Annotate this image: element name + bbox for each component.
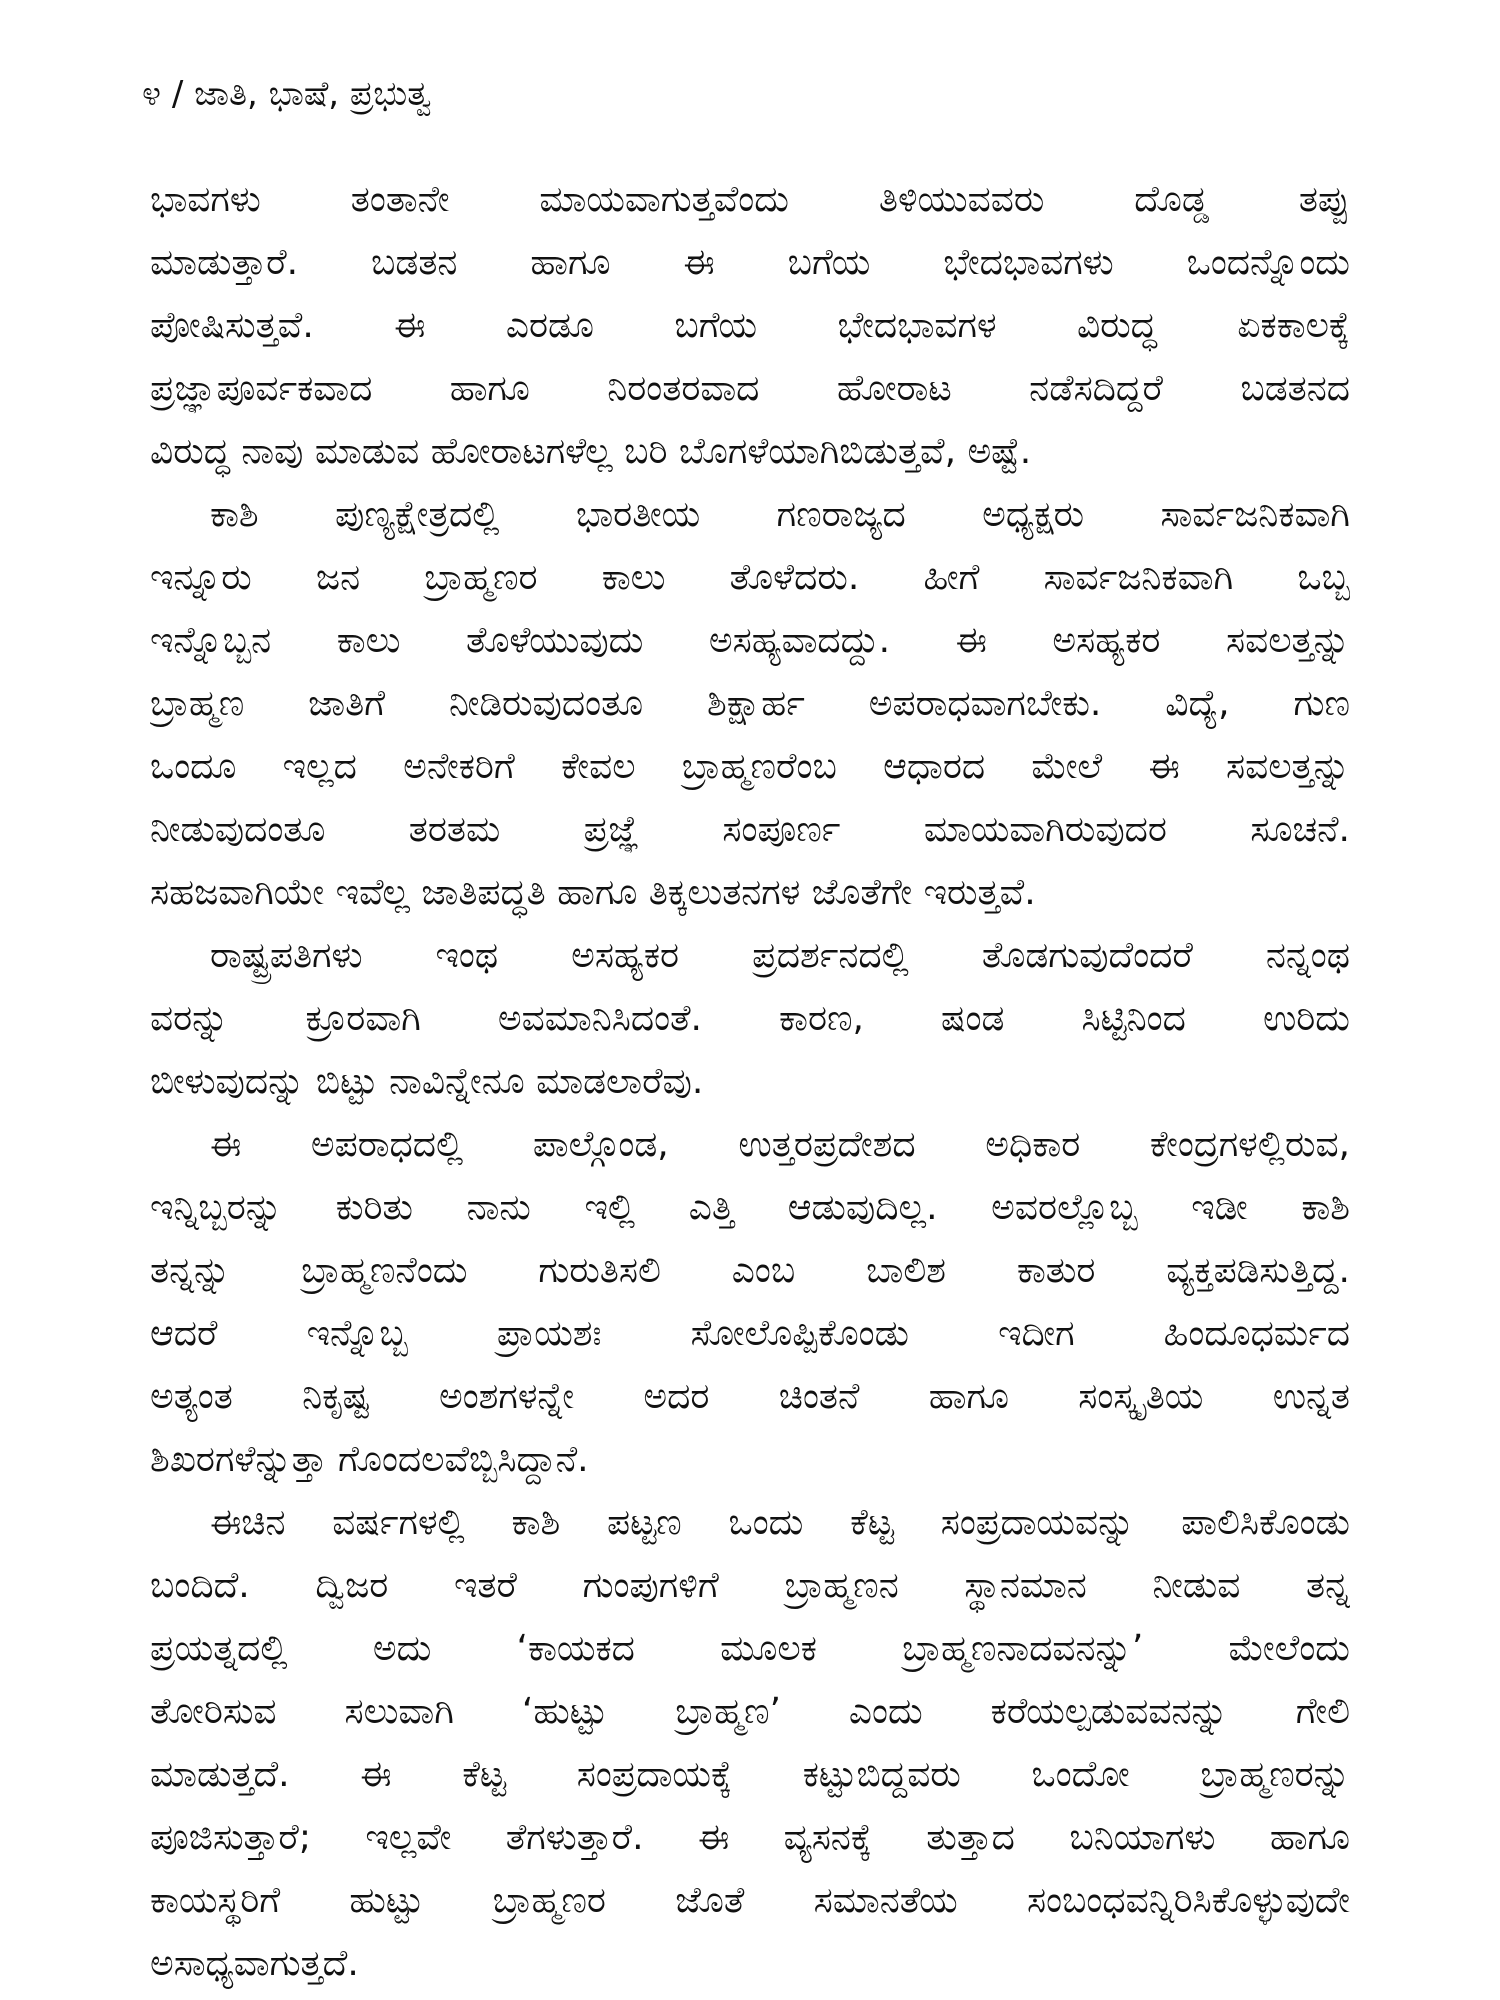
- text-line: ನೀಡುವುದಂತೂ ತರತಮ ಪ್ರಜ್ಞೆ ಸಂಪೂರ್ಣ ಮಾಯವಾಗಿರುವುದರ ಸೂಚನೆ.: [150, 809, 1350, 850]
- text-line: ಇನ್ನೊಬ್ಬನ ಕಾಲು ತೊಳೆಯುವುದು ಅಸಹ್ಯವಾದದ್ದು. ಈ ಅಸಹ್ಯಕರ ಸವಲತ್ತನ್ನು: [150, 620, 1350, 661]
- text-line: ಪೂಜಿಸುತ್ತಾರೆ; ಇಲ್ಲವೇ ತೆಗಳುತ್ತಾರೆ. ಈ ವ್ಯಸನಕ್ಕೆ ತುತ್ತಾದ ಬನಿಯಾಗಳು ಹಾಗೂ: [150, 1817, 1350, 1858]
- body-text: [150, 168, 1350, 1995]
- text-line: ವಿರುದ್ಧ ನಾವು ಮಾಡುವ ಹೋರಾಟಗಳೆಲ್ಲ ಬರಿ ಬೊಗಳೆಯಾಗಿಬಿಡುತ್ತವೆ, ಅಷ್ಟೆ.: [150, 431, 1032, 472]
- text-line: ಈಚಿನ ವರ್ಷಗಳಲ್ಲಿ ಕಾಶಿ ಪಟ್ಟಣ ಒಂದು ಕೆಟ್ಟ ಸಂಪ್ರದಾಯವನ್ನು ಪಾಲಿಸಿಕೊಂಡು: [210, 1502, 1350, 1543]
- running-head: ೪ / ಜಾತಿ, ಭಾಷೆ, ಪ್ರಭುತ್ವ: [142, 74, 432, 114]
- text-line: ಬಂದಿದೆ. ದ್ವಿಜರ ಇತರೆ ಗುಂಪುಗಳಿಗೆ ಬ್ರಾಹ್ಮಣನ ಸ್ಥಾನಮಾನ ನೀಡುವ ತನ್ನ: [150, 1565, 1350, 1606]
- text-line: ಇನ್ನಿಬ್ಬರನ್ನು ಕುರಿತು ನಾನು ಇಲ್ಲಿ ಎತ್ತಿ ಆಡುವುದಿಲ್ಲ. ಅವರಲ್ಲೊಬ್ಬ ಇಡೀ ಕಾಶಿ: [150, 1187, 1350, 1228]
- paragraph: [150, 483, 1350, 924]
- text-line: ಪ್ರಯತ್ನದಲ್ಲಿ ಅದು ‘ಕಾಯಕದ ಮೂಲಕ ಬ್ರಾಹ್ಮಣನಾದವನನ್ನು’ ಮೇಲೆಂದು: [150, 1628, 1350, 1669]
- text-line: ಮಾಡುತ್ತದೆ. ಈ ಕೆಟ್ಟ ಸಂಪ್ರದಾಯಕ್ಕೆ ಕಟ್ಟುಬಿದ್ದವರು ಒಂದೋ ಬ್ರಾಹ್ಮಣರನ್ನು: [150, 1754, 1350, 1795]
- text-line: ಅತ್ಯಂತ ನಿಕೃಷ್ಟ ಅಂಶಗಳನ್ನೇ ಅದರ ಚಿಂತನೆ ಹಾಗೂ ಸಂಸ್ಕೃತಿಯ ಉನ್ನತ: [150, 1376, 1350, 1417]
- paragraph: [150, 168, 1350, 483]
- text-line: ಪ್ರಜ್ಞಾಪೂರ್ವಕವಾದ ಹಾಗೂ ನಿರಂತರವಾದ ಹೋರಾಟ ನಡೆಸದಿದ್ದರೆ ಬಡತನದ: [150, 368, 1350, 409]
- text-line: ಅಸಾಧ್ಯವಾಗುತ್ತದೆ.: [150, 1943, 359, 1984]
- text-line: ಇನ್ನೂರು ಜನ ಬ್ರಾಹ್ಮಣರ ಕಾಲು ತೊಳೆದರು. ಹೀಗೆ ಸಾರ್ವಜನಿಕವಾಗಿ ಒಬ್ಬ: [150, 557, 1350, 598]
- text-line: ತನ್ನನ್ನು ಬ್ರಾಹ್ಮಣನೆಂದು ಗುರುತಿಸಲಿ ಎಂಬ ಬಾಲಿಶ ಕಾತುರ ವ್ಯಕ್ತಪಡಿಸುತ್ತಿದ್ದ.: [150, 1250, 1350, 1291]
- text-line: ಶಿಖರಗಳೆನ್ನುತ್ತಾ ಗೊಂದಲವೆಬ್ಬಿಸಿದ್ದಾನೆ.: [150, 1439, 589, 1480]
- text-line: ಕಾಯಸ್ಥರಿಗೆ ಹುಟ್ಟು ಬ್ರಾಹ್ಮಣರ ಜೊತೆ ಸಮಾನತೆಯ ಸಂಬಂಧವನ್ನಿರಿಸಿಕೊಳ್ಳುವುದೇ: [150, 1880, 1350, 1921]
- text-line: ಬೀಳುವುದನ್ನು ಬಿಟ್ಟು ನಾವಿನ್ನೇನೂ ಮಾಡಲಾರೆವು.: [150, 1061, 704, 1102]
- text-line: ಪೋಷಿಸುತ್ತವೆ. ಈ ಎರಡೂ ಬಗೆಯ ಭೇದಭಾವಗಳ ವಿರುದ್ಧ ಏಕಕಾಲಕ್ಕೆ: [150, 305, 1350, 346]
- text-line: ವರನ್ನು ಕ್ರೂರವಾಗಿ ಅವಮಾನಿಸಿದಂತೆ. ಕಾರಣ, ಷಂಡ ಸಿಟ್ಟಿನಿಂದ ಉರಿದು: [150, 998, 1350, 1039]
- text-line: ರಾಷ್ಟ್ರಪತಿಗಳು ಇಂಥ ಅಸಹ್ಯಕರ ಪ್ರದರ್ಶನದಲ್ಲಿ ತೊಡಗುವುದೆಂದರೆ ನನ್ನಂಥ: [210, 935, 1350, 976]
- text-line: ಆದರೆ ಇನ್ನೊಬ್ಬ ಪ್ರಾಯಶಃ ಸೋಲೊಪ್ಪಿಕೊಂಡು ಇದೀಗ ಹಿಂದೂಧರ್ಮದ: [150, 1313, 1350, 1354]
- text-line: ಈ ಅಪರಾಧದಲ್ಲಿ ಪಾಲ್ಗೊಂಡ, ಉತ್ತರಪ್ರದೇಶದ ಅಧಿಕಾರ ಕೇಂದ್ರಗಳಲ್ಲಿರುವ,: [210, 1124, 1350, 1165]
- text-line: ಮಾಡುತ್ತಾರೆ. ಬಡತನ ಹಾಗೂ ಈ ಬಗೆಯ ಭೇದಭಾವಗಳು ಒಂದನ್ನೊಂದು: [150, 242, 1350, 283]
- text-line: ಬ್ರಾಹ್ಮಣ ಜಾತಿಗೆ ನೀಡಿರುವುದಂತೂ ಶಿಕ್ಷಾರ್ಹ ಅಪರಾಧವಾಗಬೇಕು. ವಿದ್ಯೆ, ಗುಣ: [150, 683, 1350, 724]
- text-line: ಸಹಜವಾಗಿಯೇ ಇವೆಲ್ಲ ಜಾತಿಪದ್ಧತಿ ಹಾಗೂ ತಿಕ್ಕಲುತನಗಳ ಜೊತೆಗೇ ಇರುತ್ತವೆ.: [150, 872, 1036, 913]
- paragraph: [150, 1113, 1350, 1491]
- text-line: ತೋರಿಸುವ ಸಲುವಾಗಿ ‘ಹುಟ್ಟು ಬ್ರಾಹ್ಮಣ’ ಎಂದು ಕರೆಯಲ್ಪಡುವವನನ್ನು ಗೇಲಿ: [150, 1691, 1350, 1732]
- text-line: ಕಾಶಿ ಪುಣ್ಯಕ್ಷೇತ್ರದಲ್ಲಿ ಭಾರತೀಯ ಗಣರಾಜ್ಯದ ಅಧ್ಯಕ್ಷರು ಸಾರ್ವಜನಿಕವಾಗಿ: [210, 494, 1350, 535]
- text-line: ಒಂದೂ ಇಲ್ಲದ ಅನೇಕರಿಗೆ ಕೇವಲ ಬ್ರಾಹ್ಮಣರೆಂಬ ಆಧಾರದ ಮೇಲೆ ಈ ಸವಲತ್ತನ್ನು: [150, 746, 1350, 787]
- paragraph: [150, 924, 1350, 1113]
- text-line: ಭಾವಗಳು ತಂತಾನೇ ಮಾಯವಾಗುತ್ತವೆಂದು ತಿಳಿಯುವವರು ದೊಡ್ಡ ತಪ್ಪು: [150, 179, 1350, 220]
- paragraph: [150, 1491, 1350, 1995]
